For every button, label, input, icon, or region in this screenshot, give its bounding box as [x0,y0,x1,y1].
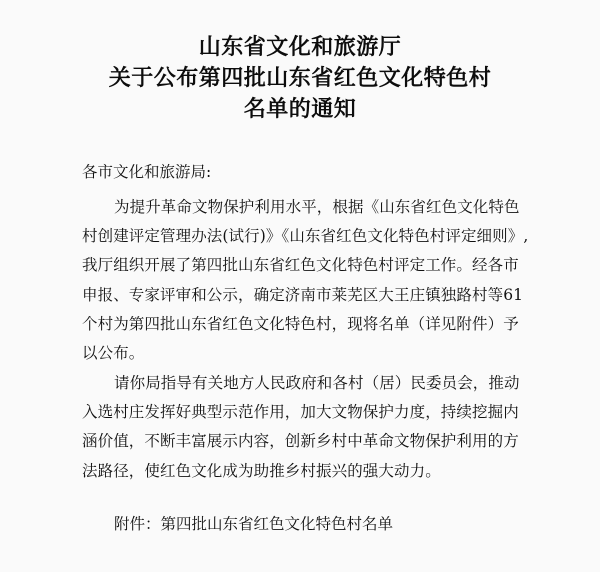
title-line: 关于公布第四批山东省红色文化特色村 [108,66,492,91]
paragraph-line: 为提升革命文物保护利用水平，根据《山东省红色文化特色 [114,198,520,216]
paragraph-line: 入选村庄发挥好典型示范作用，加大文物保护力度，持续挖掘内 [82,403,519,422]
paragraph-line: 个村为第四批山东省红色文化特色村，现将名单（详见附件）予 [82,314,519,333]
document-title [0,32,600,125]
title-line: 山东省文化和旅游厅 [198,35,402,60]
salutation: 各市文化和旅游局: [82,163,212,181]
paragraph-line: 涵价值，不断丰富展示内容，创新乡村中革命文物保护利用的方 [82,432,519,451]
body-paragraph-2 [82,369,522,486]
body-paragraph-1 [82,193,529,368]
attachment-note: 附件：第四批山东省红色文化特色村名单 [114,515,394,533]
paragraph-line: 村创建评定管理办法(试行)》《山东省红色文化特色村评定细则》, [82,227,529,246]
title-line: 名单的通知 [243,97,357,122]
paragraph-line: 法路径，使红色文化成为助推乡村振兴的强大动力。 [82,461,441,480]
paragraph-line: 以公布。 [82,344,145,363]
paragraph-line: 我厅组织开展了第四批山东省红色文化特色村评定工作。经各市 [82,256,519,275]
paragraph-line: 请你局指导有关地方人民政府和各村（居）民委员会，推动 [114,374,520,392]
paragraph-line: 申报、专家评审和公示，确定济南市莱芜区大王庄镇独路村等61 [82,285,524,304]
